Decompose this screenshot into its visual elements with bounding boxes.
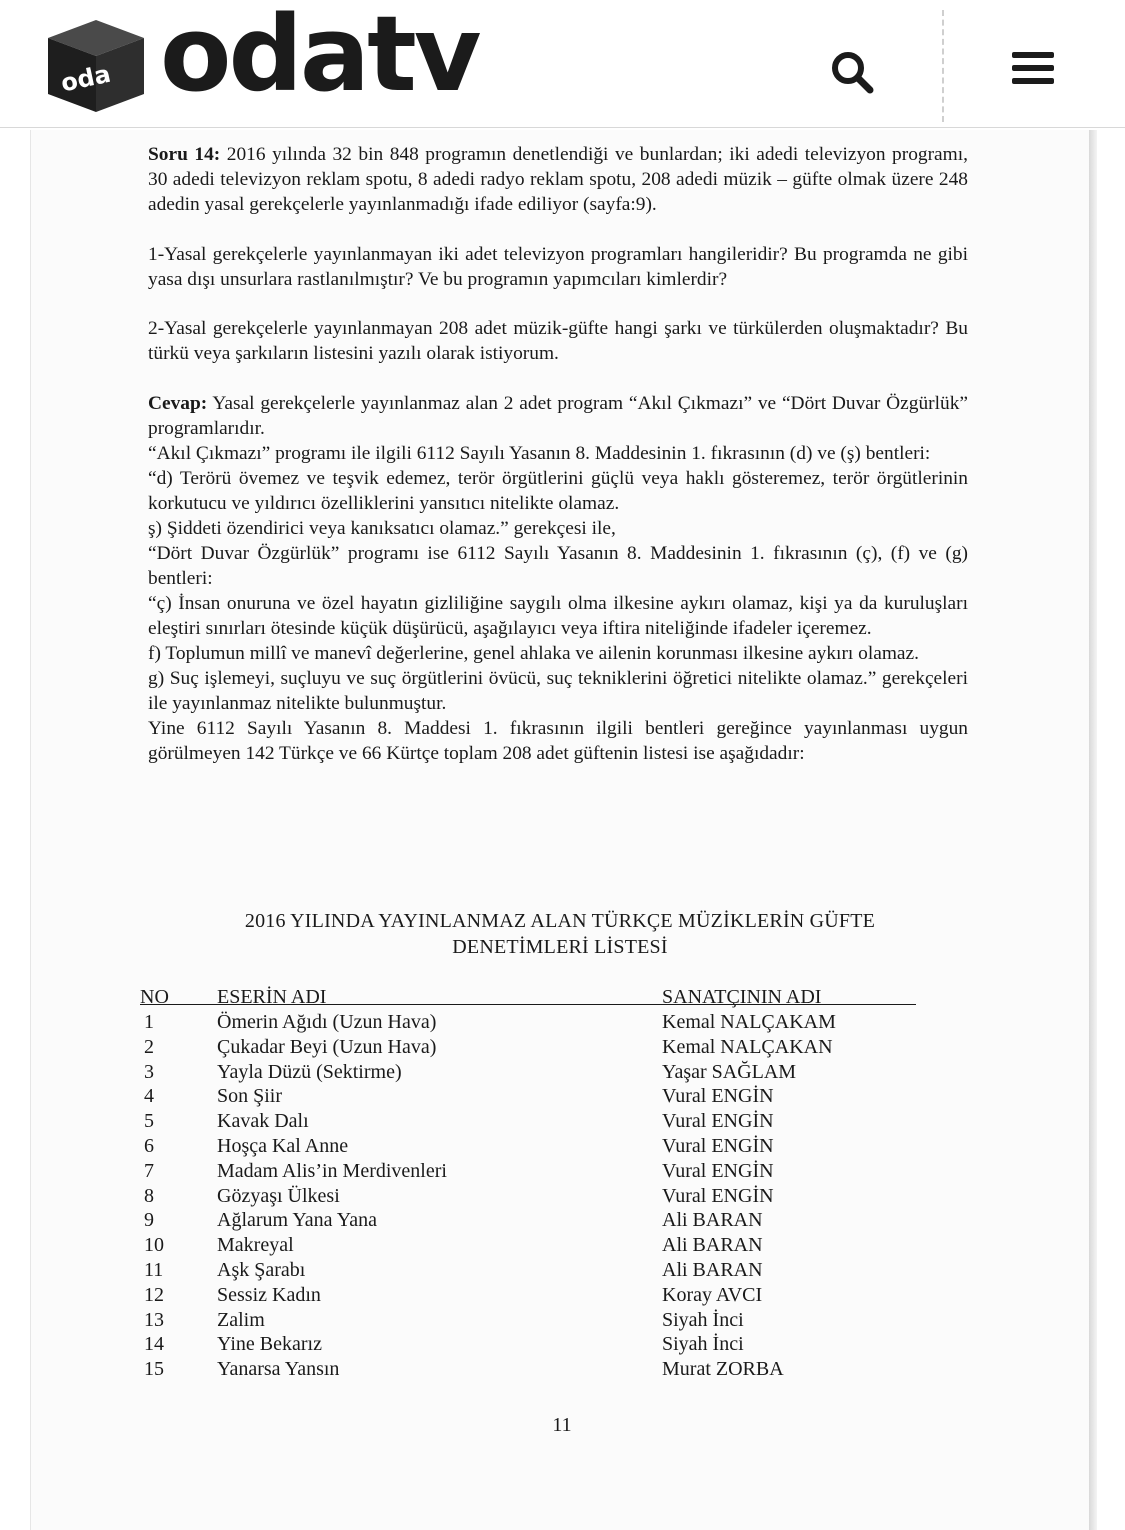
page-number: 11 [552, 1414, 572, 1436]
song-title: Sessiz Kadın [217, 1283, 321, 1306]
answer-paragraph-8: g) Suç işlemeyi, suçluyu ve suç örgütlerini övücü, suç tekniklerini öğretici nitelikte olamaz.” gerekçeleri ile yayınlanmaz nitelikte bulunmuştur. [148, 668, 968, 714]
row-number: 5 [144, 1110, 154, 1133]
row-number: 14 [144, 1333, 164, 1356]
question-2-text: 2-Yasal gerekçelerle yayınlanmayan 208 adet müzik-güfte hangi şarkı ve türkülerden oluşmaktadır? Bu türkü veya şarkıların listesini yazılı olarak istiyorum. [148, 318, 968, 364]
table-row [0, 1010, 1125, 1035]
table-row [0, 1109, 1125, 1134]
row-number: 11 [144, 1259, 164, 1281]
song-title: Çukadar Beyi (Uzun Hava) [217, 1035, 437, 1058]
table-row [0, 1258, 1125, 1283]
answer-block [148, 391, 968, 766]
answer-text: Yasal gerekçelerle yayınlanmaz alan 2 adet program “Akıl Çıkmazı” ve “Dört Duvar Özgürlük” programlarıdır. [148, 393, 968, 439]
column-header-no: NO [140, 986, 169, 1008]
menu-button[interactable] [1012, 52, 1054, 86]
artist-name: Vural ENGİN [662, 1110, 774, 1133]
artist-name: Ali BARAN [662, 1234, 763, 1257]
artist-name: Koray AVCI [662, 1283, 763, 1306]
list-title-line-1: 2016 YILINDA YAYINLANMAZ ALAN TÜRKÇE MÜZİKLERİN GÜFTE [244, 910, 876, 932]
question-1-paragraph [148, 242, 968, 292]
oda-cube-logo-icon[interactable] [40, 16, 152, 116]
site-header [0, 0, 1125, 128]
table-row [0, 1233, 1125, 1258]
row-number: 6 [144, 1135, 154, 1157]
row-number: 1 [144, 1011, 154, 1033]
song-title: Yayla Düzü (Sektirme) [217, 1060, 402, 1083]
answer-paragraph-5: “Dört Duvar Özgürlük” programı ise 6112 Sayılı Yasanın 8. Maddesinin 1. fıkrasının (ç), (f) ve (g) bentleri: [148, 543, 968, 589]
row-number: 12 [144, 1283, 164, 1306]
song-title: Aşk Şarabı [217, 1259, 306, 1281]
song-title: Ağlarum Yana Yana [217, 1209, 377, 1232]
question-14-paragraph [148, 142, 968, 217]
row-number: 4 [144, 1085, 154, 1108]
artist-name: Vural ENGİN [662, 1184, 774, 1207]
table-row [0, 1159, 1125, 1184]
question-1-text: 1-Yasal gerekçelerle yayınlanmayan iki adet televizyon programları hangileridir? Bu programda ne gibi yasa dışı unsurlara rastlanılmıştır? Ve bu programın yapımcıları kimlerdir? [148, 244, 968, 290]
row-number: 9 [144, 1209, 154, 1232]
row-number: 10 [144, 1234, 164, 1257]
table-row [0, 1208, 1125, 1233]
artist-name: Siyah İnci [662, 1333, 744, 1356]
artist-name: Kemal NALÇAKAN [662, 1035, 833, 1058]
song-title: Yine Bekarız [217, 1333, 322, 1356]
question-label: Soru 14: [148, 144, 221, 165]
list-title [190, 908, 930, 960]
table-header-rule [140, 1004, 916, 1005]
song-title: Ömerin Ağıdı (Uzun Hava) [217, 1011, 437, 1033]
column-header-work: ESERİN ADI [217, 986, 327, 1008]
row-number: 15 [144, 1358, 164, 1381]
table-row [0, 1035, 1125, 1060]
artist-name: Kemal NALÇAKAM [662, 1011, 836, 1033]
table-row [0, 1357, 1125, 1382]
table-row [0, 1308, 1125, 1333]
song-title: Makreyal [217, 1234, 294, 1257]
row-number: 8 [144, 1184, 154, 1207]
column-header-artist: SANATÇININ ADI [662, 986, 822, 1008]
answer-paragraph-6: “ç) İnsan onuruna ve özel hayatın gizliliğine saygılı olma ilkesine aykırı olamaz, kişi ya da kuruluşları eleştiri sınırları ötesinde küçük düşürücü, aşağılayıcı veya iftira niteliğinde ifadeler içeremez. [148, 593, 968, 639]
row-number: 13 [144, 1308, 164, 1331]
table-row [0, 1283, 1125, 1308]
site-logo-text[interactable]: odatv [160, 0, 479, 115]
artist-name: Vural ENGİN [662, 1085, 774, 1108]
answer-label: Cevap: [148, 393, 208, 414]
artist-name: Murat ZORBA [662, 1358, 784, 1381]
artist-name: Vural ENGİN [662, 1135, 774, 1157]
answer-paragraph-2: “Akıl Çıkmazı” programı ile ilgili 6112 Sayılı Yasanın 8. Maddesinin 1. fıkrasının (d) ve (ş) bentleri: [148, 443, 931, 464]
question-2-paragraph [148, 316, 968, 366]
song-title: Kavak Dalı [217, 1110, 309, 1133]
table-row [0, 1184, 1125, 1209]
table-row [0, 1084, 1125, 1109]
answer-paragraph-9: Yine 6112 Sayılı Yasanın 8. Maddesi 1. fıkrasının ilgili bentleri gereğince yayınlanması uygun görülmeyen 142 Türkçe ve 66 Kürtçe toplam 208 adet güftenin listesi ise aşağıdadır: [148, 718, 968, 764]
song-title: Zalim [217, 1308, 265, 1331]
table-row [0, 1134, 1125, 1159]
song-title: Madam Alis’in Merdivenleri [217, 1159, 447, 1182]
hamburger-menu-icon [1012, 52, 1054, 84]
search-icon [826, 46, 878, 98]
answer-paragraph-4: ş) Şiddeti özendirici veya kanıksatıcı olamaz.” gerekçesi ile, [148, 518, 616, 539]
question-text: 2016 yılında 32 bin 848 programın denetlendiği ve bunlardan; iki adedi televizyon programı, 30 adedi televizyon reklam spotu, 8 adedi radyo reklam spotu, 208 adedi müzik – güfte olmak üzere 248 adedin yasal gerekçelerle yayınlanmadığı ifade ediliyor (sayfa:9). [148, 144, 968, 215]
song-title: Gözyaşı Ülkesi [217, 1184, 340, 1207]
answer-paragraph-7: f) Toplumun millî ve manevî değerlerine, genel ahlaka ve ailenin korunması ilkesine aykırı olamaz. [148, 643, 919, 664]
song-title: Hoşça Kal Anne [217, 1135, 349, 1157]
row-number: 2 [144, 1035, 154, 1058]
artist-name: Ali BARAN [662, 1209, 763, 1232]
header-divider [942, 10, 944, 122]
song-title: Son Şiir [217, 1085, 283, 1108]
table-row [0, 1332, 1125, 1357]
artist-name: Ali BARAN [662, 1259, 763, 1281]
answer-paragraph-3: “d) Terörü övemez ve teşvik edemez, terör örgütlerini güçlü veya haklı gösteremez, terör örgütlerinin korkutucu ve yıldırıcı özelliklerini yansıtıcı nitelikte olamaz. [148, 468, 968, 514]
table-row [0, 1060, 1125, 1085]
list-title-line-2: DENETİMLERİ LİSTESİ [452, 936, 668, 958]
row-number: 7 [144, 1159, 154, 1182]
artist-name: Vural ENGİN [662, 1159, 774, 1182]
artist-name: Siyah İnci [662, 1308, 744, 1331]
row-number: 3 [144, 1060, 154, 1083]
svg-text:oda: oda [58, 59, 114, 98]
search-button[interactable] [826, 46, 878, 98]
artist-name: Yaşar SAĞLAM [662, 1060, 797, 1083]
song-title: Yanarsa Yansın [217, 1358, 340, 1381]
